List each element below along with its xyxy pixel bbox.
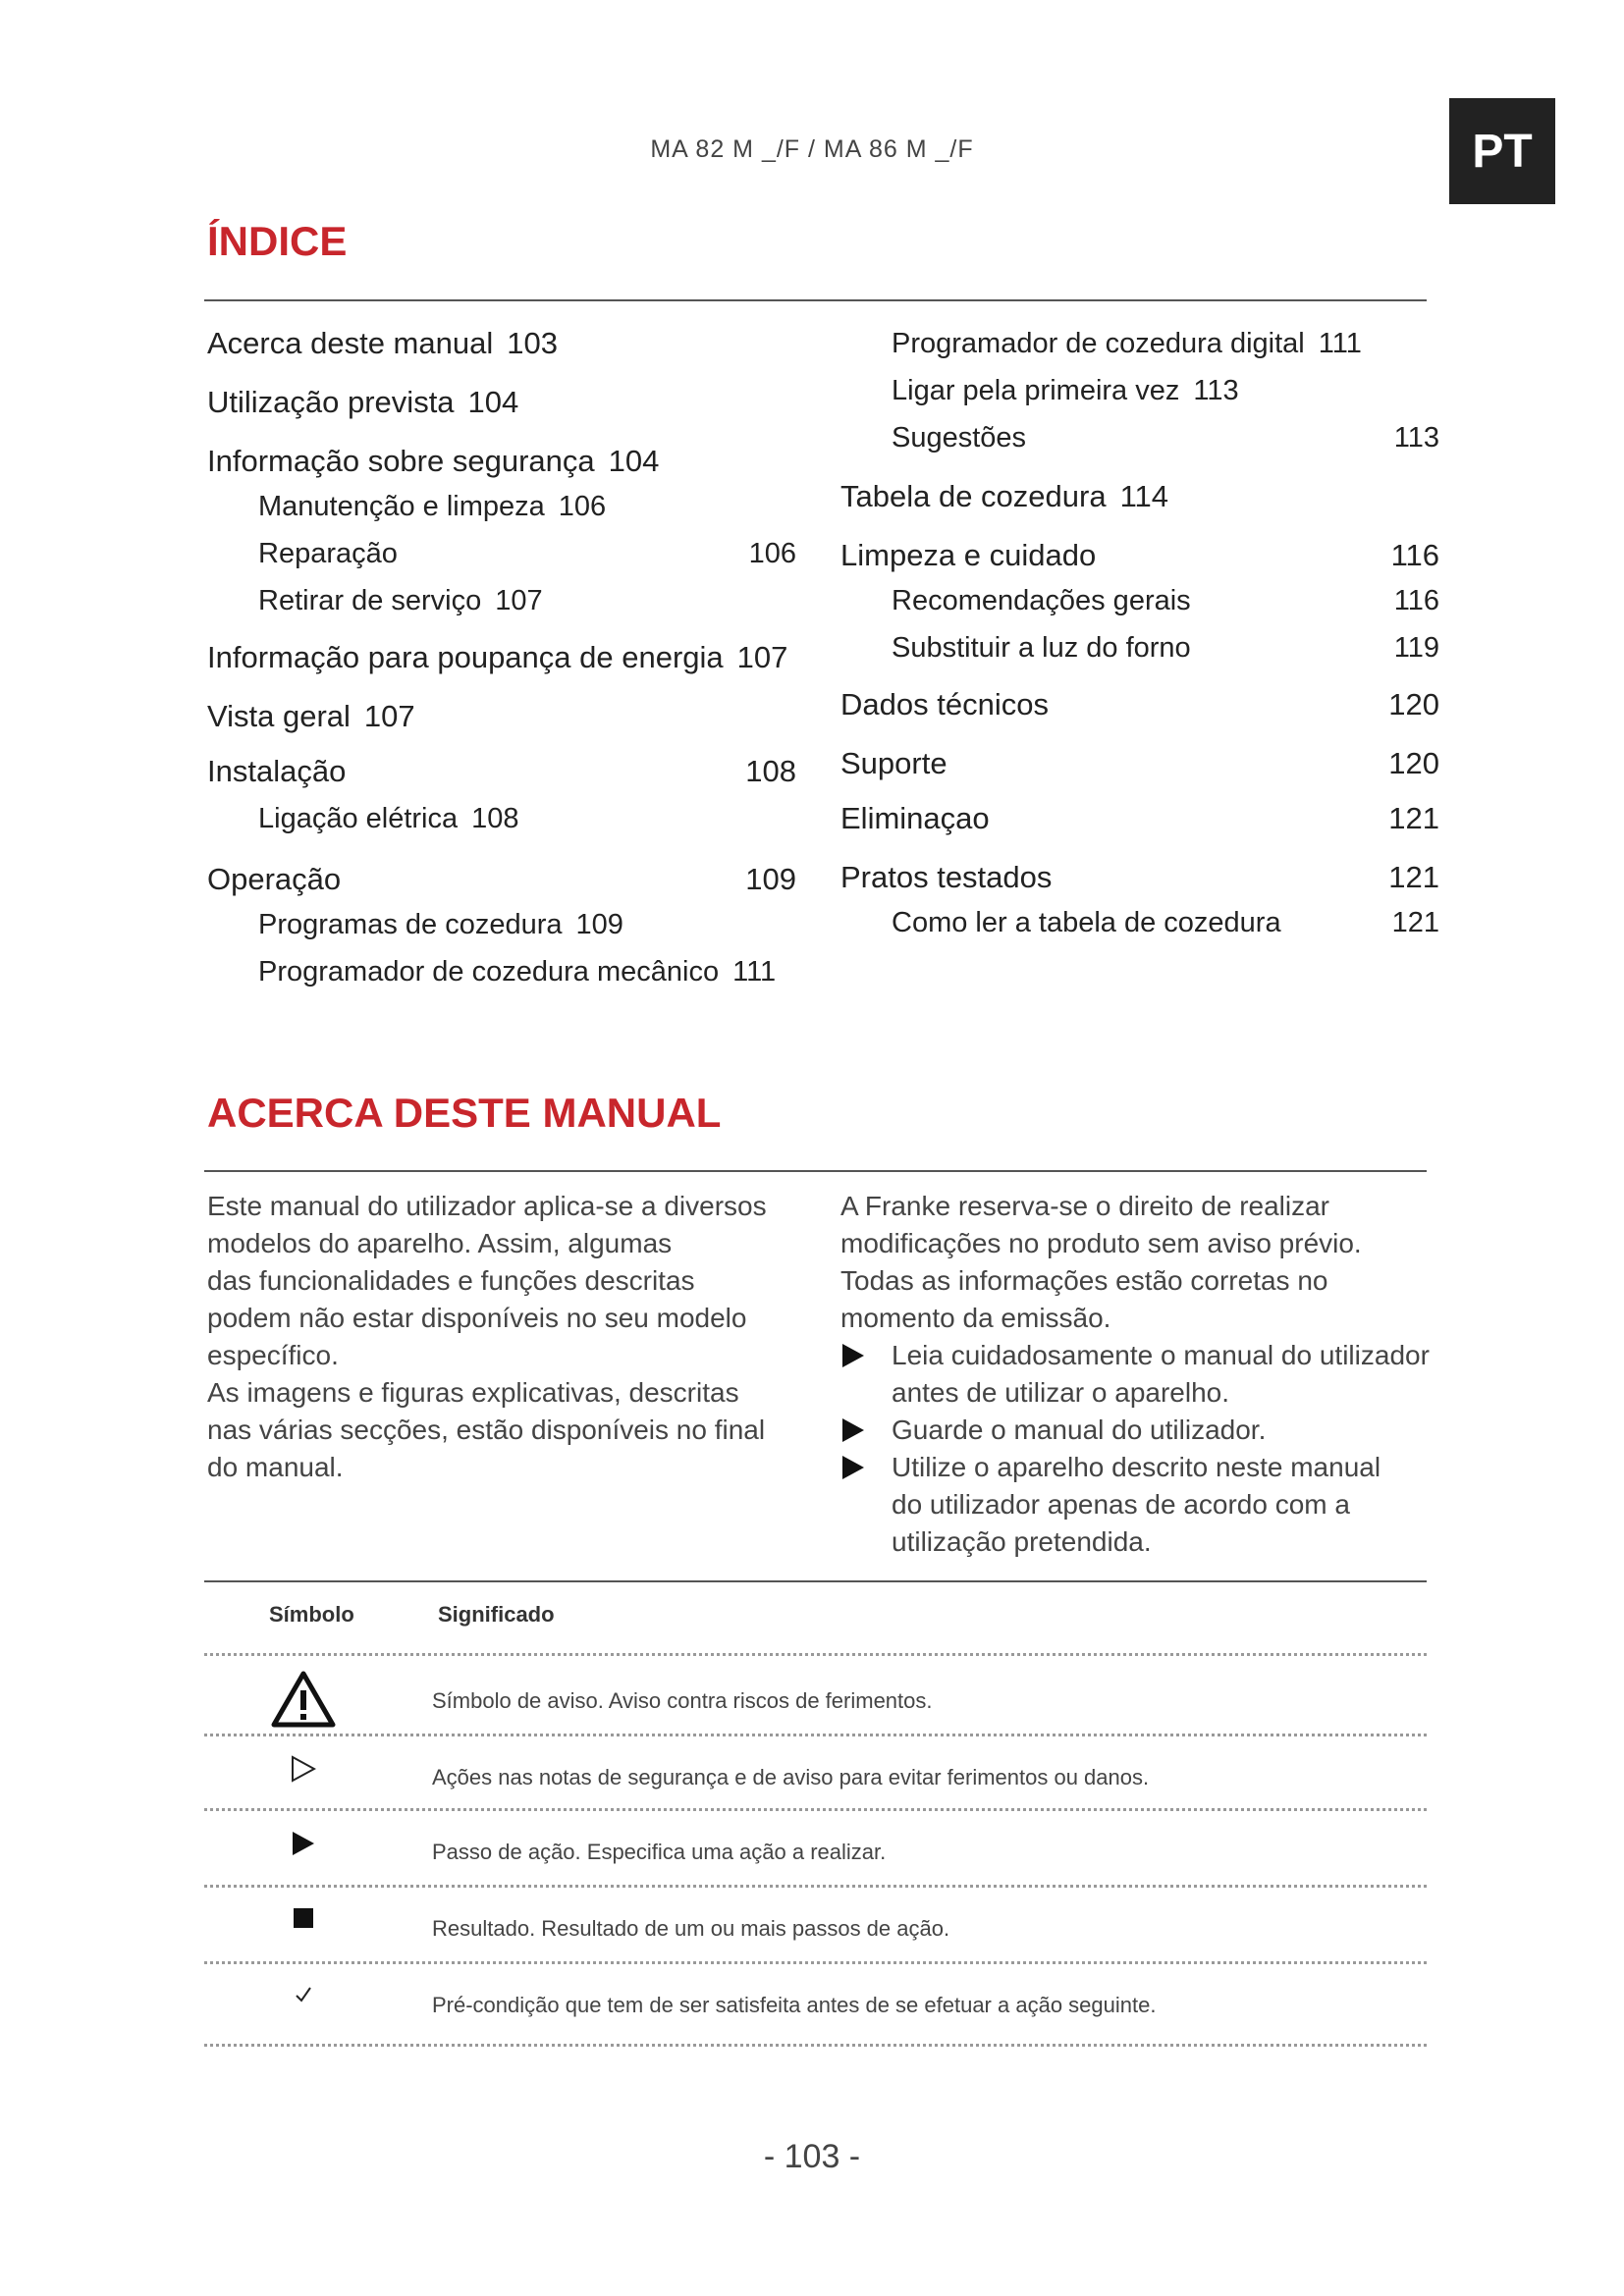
toc-subentry[interactable]: Retirar de serviço 107 (258, 585, 543, 616)
filled-triangle-icon (840, 1417, 866, 1443)
toc-entry[interactable]: Vista geral 107 (207, 699, 415, 733)
text-line: modelos do aparelho. Assim, algumas (207, 1228, 673, 1258)
text-line: do manual. (207, 1452, 344, 1482)
page-number: - 103 - (763, 2138, 861, 2175)
bullet-item (840, 1412, 1430, 1449)
toc-subentry[interactable]: Ligação elétrica 108 (258, 803, 519, 834)
text-line: Leia cuidadosamente o manual do utilizador (892, 1340, 1430, 1370)
checkmark-icon (259, 1985, 348, 2004)
toc-entry[interactable]: Instalação 108 (207, 754, 796, 788)
warning-triangle-icon (259, 1671, 348, 1728)
text-line: A Franke reserva-se o direito de realizar (840, 1191, 1329, 1221)
filled-triangle-icon (840, 1455, 866, 1480)
text-line: modificações no produto sem aviso prévio. (840, 1228, 1362, 1258)
row-divider (204, 1653, 1427, 1656)
filled-square-icon (259, 1908, 348, 1928)
toc-subentry[interactable]: Programador de cozedura digital 111 (892, 328, 1362, 359)
symbol-meaning: Passo de ação. Especifica uma ação a realizar. (432, 1840, 887, 1864)
text-line: Guarde o manual do utilizador. (892, 1415, 1267, 1445)
symbol-meaning: Símbolo de aviso. Aviso contra riscos de ferimentos. (432, 1688, 933, 1713)
toc-subentry[interactable]: Ligar pela primeira vez 113 (892, 375, 1239, 406)
toc-subentry[interactable]: Como ler a tabela de cozedura 121 (892, 907, 1439, 938)
row-divider (204, 1808, 1427, 1811)
toc-subentry[interactable]: Substituir a luz do forno 119 (892, 632, 1439, 664)
text-line: do utilizador apenas de acordo com a (892, 1489, 1350, 1520)
toc-entry[interactable]: Tabela de cozedura 114 (840, 479, 1169, 513)
text-line: Este manual do utilizador aplica-se a diversos (207, 1191, 767, 1221)
toc-subentry[interactable]: Manutenção e limpeza 106 (258, 491, 607, 522)
text-line: nas várias secções, estão disponíveis no final (207, 1415, 766, 1445)
toc-entry[interactable]: Operação 109 (207, 862, 796, 896)
toc-entry[interactable]: Utilização prevista 104 (207, 385, 519, 419)
text-line: específico. (207, 1340, 339, 1370)
column-header-meaning: Significado (438, 1602, 555, 1627)
language-tab: PT (1449, 98, 1555, 204)
text-line: momento da emissão. (840, 1303, 1111, 1333)
bullet-item (840, 1449, 1430, 1561)
row-divider (204, 2044, 1427, 2047)
toc-subentry[interactable]: Programador de cozedura mecânico 111 (258, 956, 777, 988)
column-header-symbol: Símbolo (269, 1602, 354, 1627)
symbol-meaning: Pré-condição que tem de ser satisfeita antes de se efetuar a ação seguinte. (432, 1993, 1157, 2017)
about-title: ACERCA DESTE MANUAL (207, 1090, 722, 1136)
toc-entry[interactable]: Acerca deste manual 103 (207, 326, 558, 360)
toc-entry[interactable]: Dados técnicos 120 (840, 687, 1439, 721)
bullet-item (840, 1337, 1430, 1412)
about-rule (204, 1170, 1427, 1172)
toc-entry[interactable]: Eliminaçao 121 (840, 801, 1439, 835)
toc-subentry[interactable]: Recomendações gerais 116 (892, 585, 1439, 616)
toc-subentry[interactable]: Reparação 106 (258, 538, 796, 569)
text-line: antes de utilizar o aparelho. (892, 1377, 1229, 1408)
symbol-meaning: Ações nas notas de segurança e de aviso para evitar ferimentos ou danos. (432, 1765, 1150, 1789)
about-left-paragraph (207, 1188, 796, 1486)
model-header: MA 82 M _/F / MA 86 M _/F (650, 135, 974, 163)
about-right-paragraph (840, 1188, 1430, 1561)
toc-entry[interactable]: Informação para poupança de energia 107 (207, 640, 788, 674)
toc-rule (204, 299, 1427, 301)
toc-entry[interactable]: Pratos testados 121 (840, 860, 1439, 894)
row-divider (204, 1734, 1427, 1736)
filled-triangle-icon (840, 1343, 866, 1368)
text-line: utilização pretendida. (892, 1526, 1152, 1557)
row-divider (204, 1885, 1427, 1888)
text-line: das funcionalidades e funções descritas (207, 1265, 695, 1296)
symbol-meaning: Resultado. Resultado de um ou mais passos de ação. (432, 1916, 950, 1941)
toc-subentry[interactable]: Sugestões 113 (892, 422, 1439, 454)
toc-entry[interactable]: Suporte 120 (840, 746, 1439, 780)
text-line: Todas as informações estão corretas no (840, 1265, 1328, 1296)
outline-triangle-icon (259, 1755, 348, 1783)
text-line: As imagens e figuras explicativas, descritas (207, 1377, 739, 1408)
toc-subentry[interactable]: Programas de cozedura 109 (258, 909, 623, 940)
table-top-rule (204, 1580, 1427, 1582)
text-line: podem não estar disponíveis no seu modelo (207, 1303, 747, 1333)
row-divider (204, 1961, 1427, 1964)
toc-entry[interactable]: Limpeza e cuidado 116 (840, 538, 1439, 572)
text-line: Utilize o aparelho descrito neste manual (892, 1452, 1381, 1482)
filled-triangle-icon (259, 1830, 348, 1857)
toc-entry[interactable]: Informação sobre segurança 104 (207, 444, 660, 478)
toc-title: ÍNDICE (207, 218, 348, 264)
